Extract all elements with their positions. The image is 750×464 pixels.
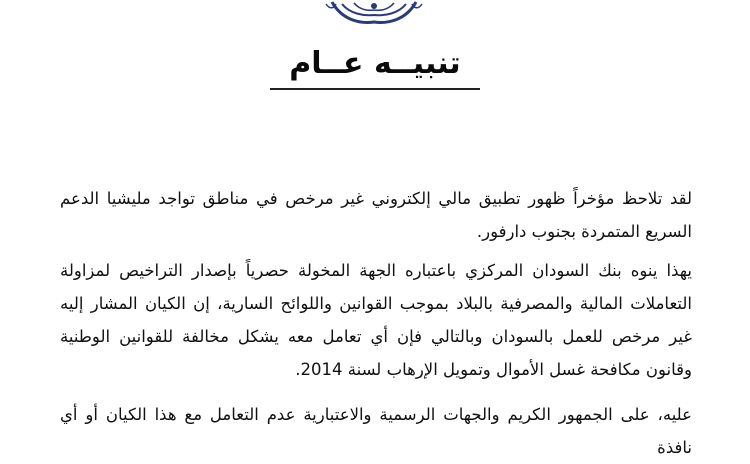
notice-paragraph-3: عليه، على الجمهور الكريم والجهات الرسمية والاعتبارية عدم التعامل مع هذا الكيان أو أي نافذة (60, 405, 692, 457)
notice-paragraph-1: لقد تلاحظ مؤخراً ظهور تطبيق مالي إلكتروني غير مرخص في مناطق تواجد مليشيا الدعم السريع المتمردة بجنوب دارفور. (60, 189, 692, 241)
bank-emblem-icon (324, 0, 424, 26)
notice-title: تنبيــه عــام (289, 46, 461, 81)
title-underline (270, 88, 480, 90)
notice-paragraph-2: يهذا ينوه بنك السودان المركزي باعتباره الجهة المخولة حصرياً بإصدار التراخيص لمزاولة التعاملات المالية والمصرفية بالبلاد بموجب القوانين واللوائح السارية، إن الكيان المشار إليه غير مرخص للعمل بالسودان وبالتالي فإن أي تعامل معه يشكل مخالفة للقوانين الوطنية وقانون مكافحة غسل الأموال وتمويل الإرهاب لسنة 2014. (60, 261, 692, 379)
